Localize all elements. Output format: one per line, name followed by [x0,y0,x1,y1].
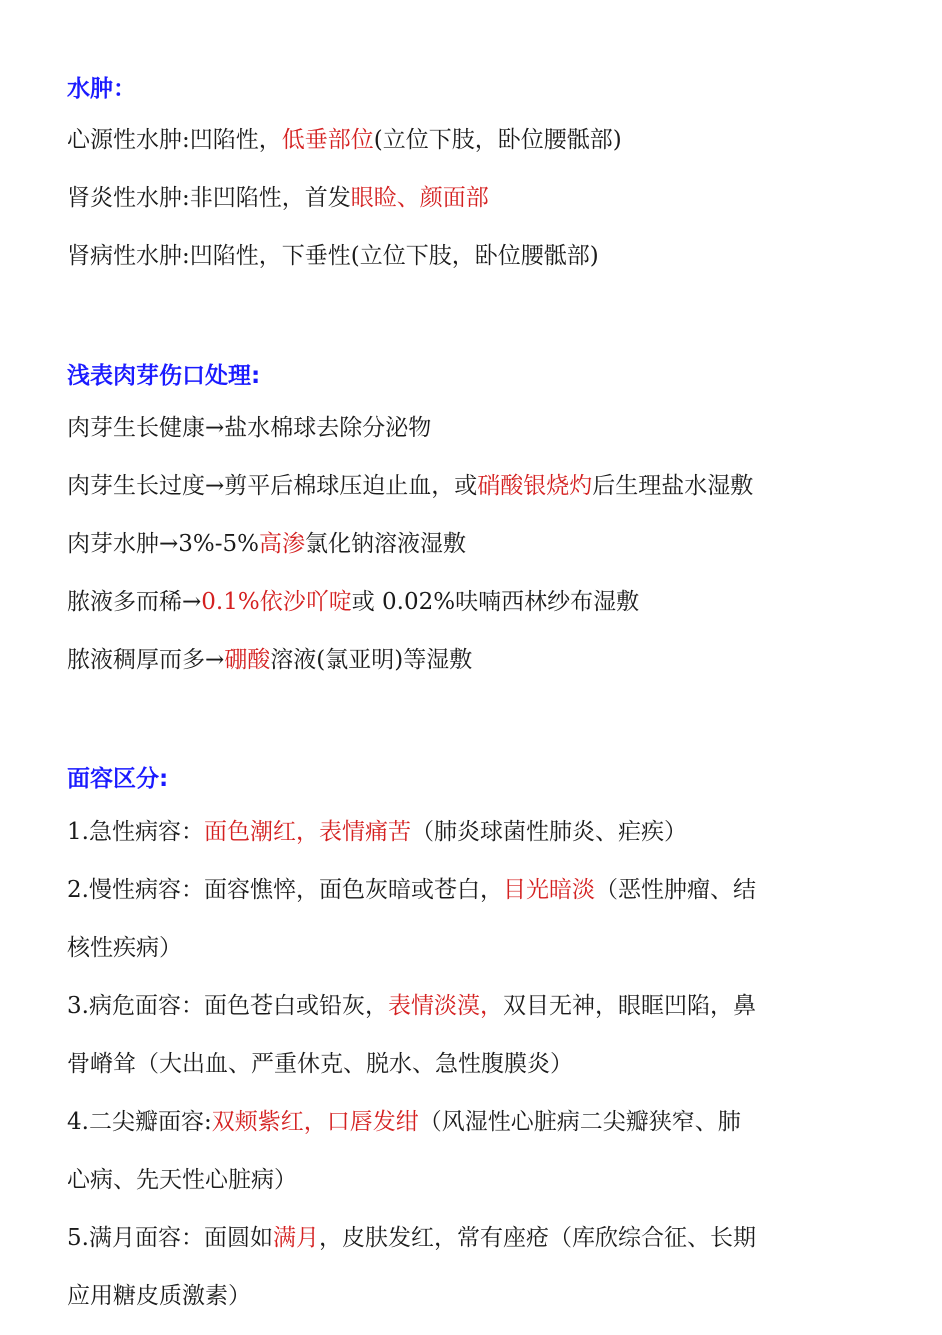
text-line: 5.满月面容：面圆如满月，皮肤发红，常有座疮（库欣综合征、长期 [67,1225,756,1251]
text-line: 心病、先天性心脏病） [67,1167,297,1193]
section-heading-granulation: 浅表肉芽伤口处理: [67,363,261,389]
text-line: 肉芽生长过度→剪平后棉球压迫止血，或硝酸银烧灼后生理盐水湿敷 [67,473,754,499]
text-line: 肉芽水肿→3%-5%高渗氯化钠溶液湿敷 [67,531,467,557]
section-heading-facies: 面容区分: [67,766,169,792]
text-line: 心源性水肿:凹陷性，低垂部位(立位下肢，卧位腰骶部) [67,127,622,153]
text-line: 肾病性水肿:凹陷性，下垂性(立位下肢，卧位腰骶部) [67,243,599,269]
section-heading-edema: 水肿： [67,76,136,102]
text-line: 骨嵴耸（大出血、严重休克、脱水、急性腹膜炎） [67,1051,573,1077]
text-line: 3.病危面容：面色苍白或铅灰，表情淡漠，双目无神，眼眶凹陷，鼻 [67,993,756,1019]
text-line: 2.慢性病容：面容憔悴，面色灰暗或苍白，目光暗淡（恶性肿瘤、结 [67,877,756,903]
text-line: 1.急性病容：面色潮红，表情痛苦（肺炎球菌性肺炎、疟疾） [67,819,687,845]
text-line: 核性疾病） [67,935,182,961]
text-line: 肉芽生长健康→盐水棉球去除分泌物 [67,415,432,441]
text-line: 脓液多而稀→0.1%依沙吖啶或 0.02%呋喃西林纱布湿敷 [67,589,640,615]
text-line: 脓液稠厚而多→硼酸溶液(氯亚明)等湿敷 [67,647,473,673]
text-line: 肾炎性水肿:非凹陷性，首发眼睑、颜面部 [67,185,489,211]
text-line: 应用糖皮质激素） [67,1283,251,1309]
text-line: 4.二尖瓣面容:双颊紫红，口唇发绀（风湿性心脏病二尖瓣狭窄、肺 [67,1109,741,1135]
